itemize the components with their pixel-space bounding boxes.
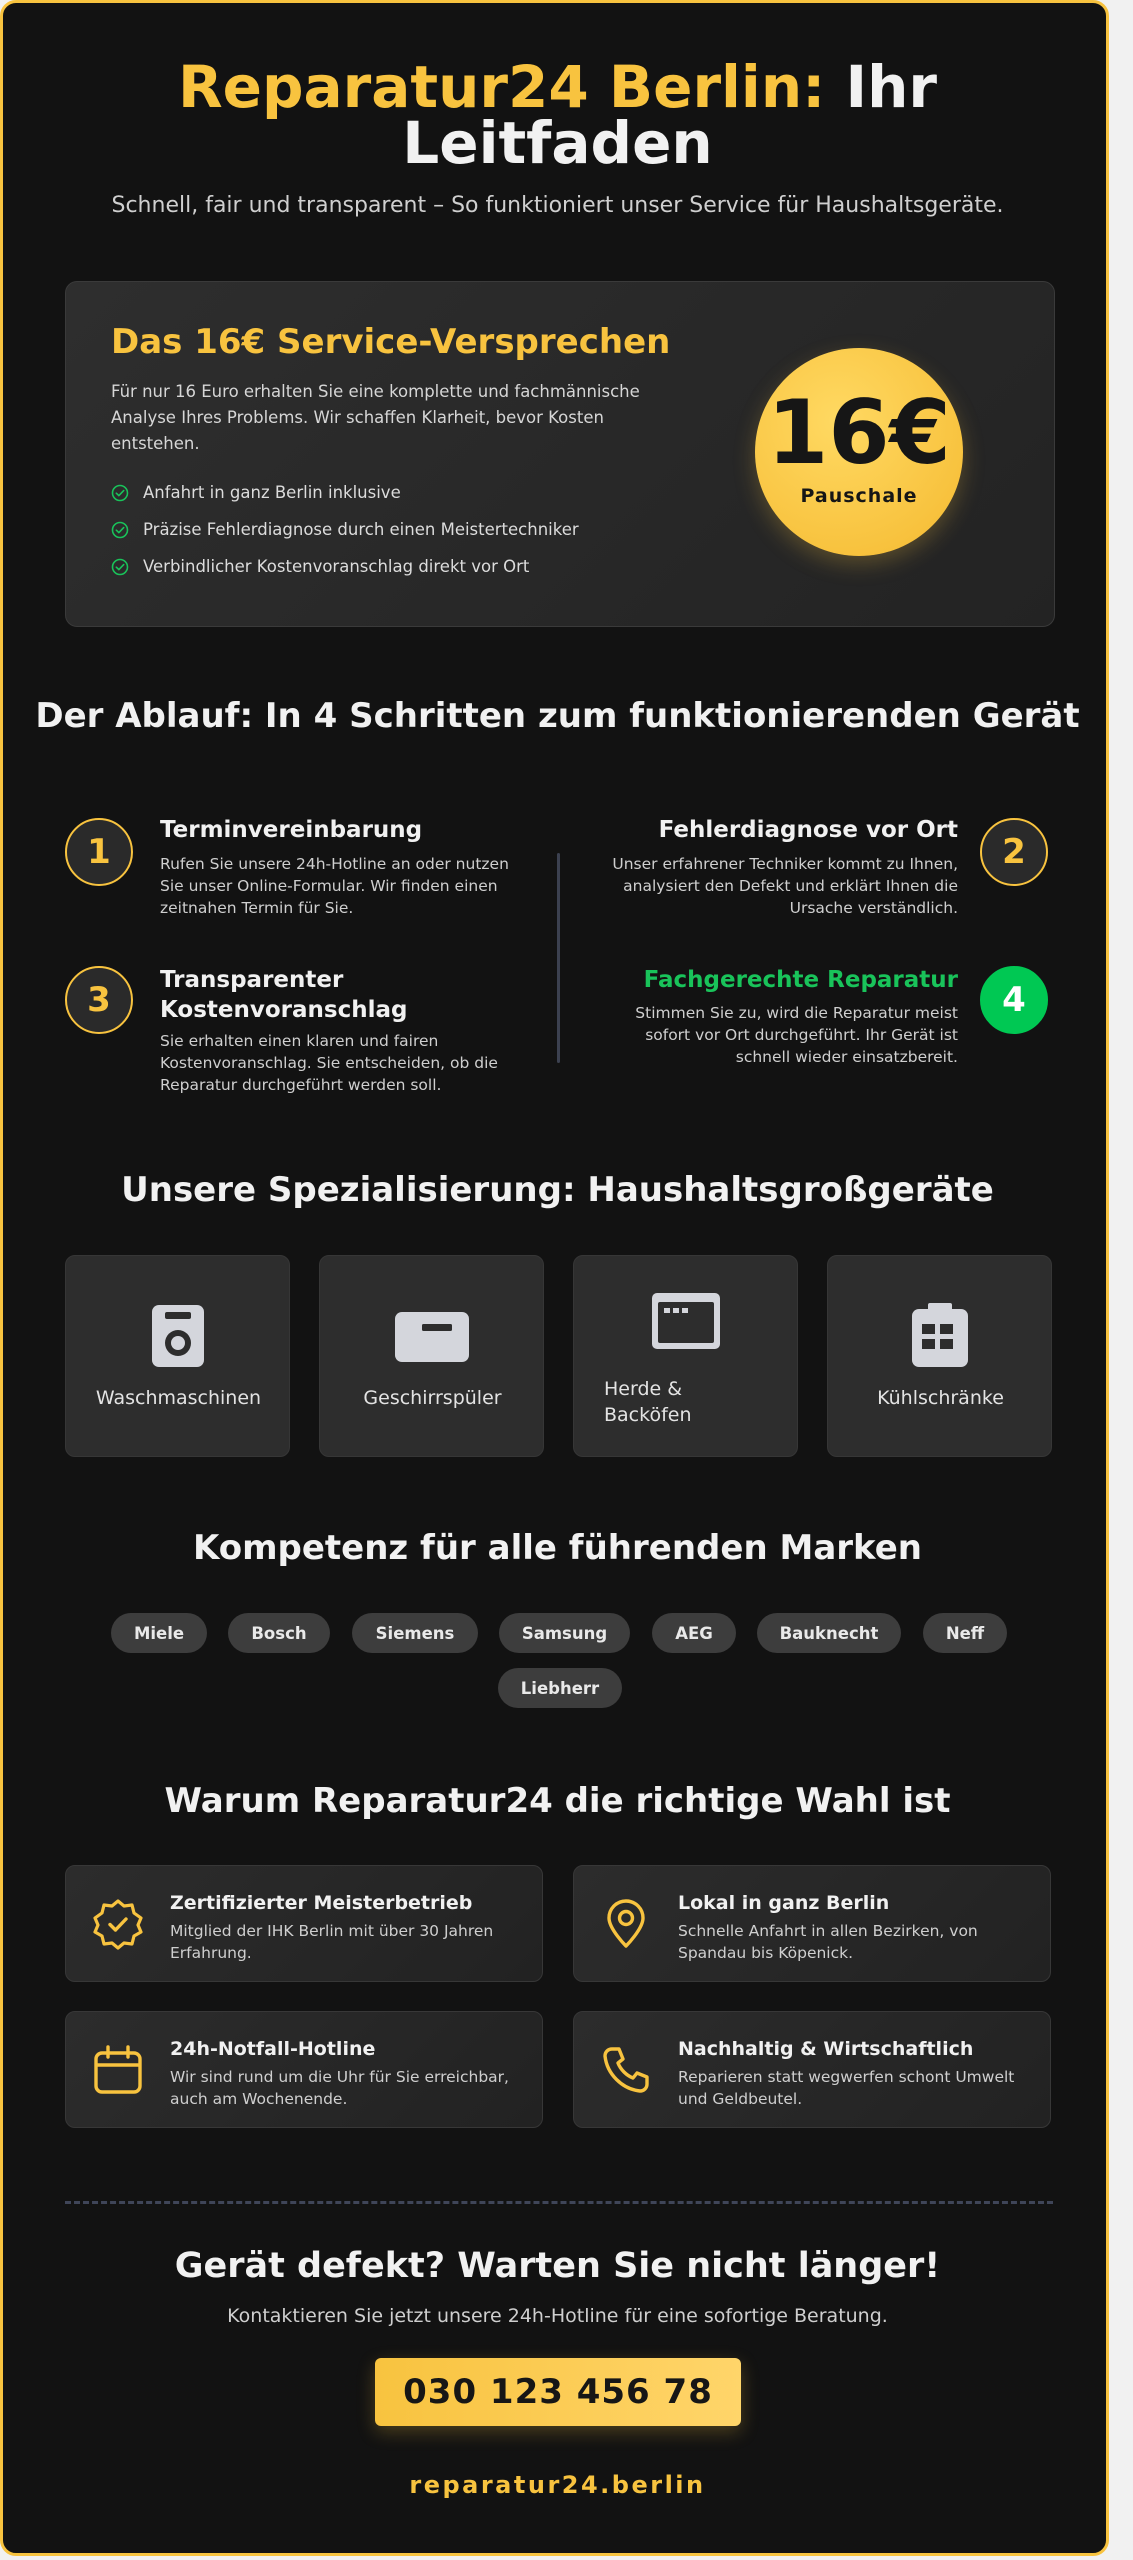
calendar-icon xyxy=(92,2044,144,2096)
why-card-title: Nachhaltig & Wirtschaftlich xyxy=(678,2038,974,2060)
promise-item xyxy=(111,557,529,576)
page-subtitle: Schnell, fair und transparent – So funktioniert unser Service für Haushaltsgeräte. xyxy=(111,193,1004,218)
why-card-hotline xyxy=(65,2011,543,2128)
cta-subtitle: Kontaktieren Sie jetzt unsere 24h-Hotline für eine sofortige Beratung. xyxy=(227,2305,888,2327)
steps-title: Der Ablauf: In 4 Schritten zum funktionierenden Gerät xyxy=(35,696,1080,736)
check-circle-icon xyxy=(111,521,129,539)
why-card-text: Reparieren statt wegwerfen schont Umwelt und Geldbeutel. xyxy=(678,2068,1015,2108)
certified-badge-icon xyxy=(92,1898,144,1950)
section-divider xyxy=(65,2201,1053,2204)
step-number-2: 2 xyxy=(980,818,1048,886)
why-card-certified xyxy=(65,1865,543,1982)
promise-item-label: Verbindlicher Kostenvoranschlag direkt vor Ort xyxy=(143,557,530,576)
promise-item-label: Anfahrt in ganz Berlin inklusive xyxy=(143,483,401,502)
title-rest: Ihr xyxy=(845,53,937,121)
title-line2: Leitfaden xyxy=(402,109,713,177)
location-pin-icon xyxy=(600,1898,652,1950)
step-text-3: Sie erhalten einen klaren und fairen Kostenvoranschlag. Sie entscheiden, ob die Reparatur durchgeführt werden soll. xyxy=(160,1032,498,1094)
step-title-4: Fachgerechte Reparatur xyxy=(643,967,958,993)
price-badge-value: 16€ xyxy=(767,381,951,484)
appliance-label: Geschirrspüler xyxy=(363,1387,502,1409)
washing-machine-icon xyxy=(151,1304,205,1368)
step-title-3: Transparenter Kostenvoranschlag xyxy=(160,967,408,1023)
step-title-2: Fehlerdiagnose vor Ort xyxy=(658,817,958,843)
cta-title: Gerät defekt? Warten Sie nicht länger! xyxy=(174,2246,941,2286)
appliance-label: Kühlschränke xyxy=(877,1387,1004,1409)
brand-pill[interactable]: AEG xyxy=(652,1613,736,1653)
footer-website-link[interactable]: reparatur24.berlin xyxy=(409,2471,706,2499)
appliance-tile-dishwasher[interactable] xyxy=(319,1255,544,1457)
appliance-tile-oven[interactable] xyxy=(573,1255,798,1457)
appliance-tile-washing[interactable] xyxy=(65,1255,290,1457)
brand-pill[interactable]: Neff xyxy=(923,1613,1007,1653)
steps-divider xyxy=(557,853,560,1063)
step-number-4: 4 xyxy=(980,966,1048,1034)
why-card-text: Wir sind rund um die Uhr für Sie erreichbar, auch am Wochenende. xyxy=(170,2068,509,2108)
oven-icon xyxy=(651,1292,721,1350)
title-accent: Reparatur24 Berlin: xyxy=(177,53,826,121)
brand-pill[interactable]: Siemens xyxy=(352,1613,478,1653)
price-badge xyxy=(755,348,963,556)
why-card-title: Zertifizierter Meisterbetrieb xyxy=(170,1892,473,1914)
brand-pill[interactable]: Bauknecht xyxy=(757,1613,901,1653)
step-text-4: Stimmen Sie zu, wird die Reparatur meist sofort vor Ort durchgeführt. Ihr Gerät ist schnell wieder einsatzbereit. xyxy=(635,1004,958,1066)
promise-item-label: Präzise Fehlerdiagnose durch einen Meistertechniker xyxy=(143,520,579,539)
brands-title: Kompetenz für alle führenden Marken xyxy=(192,1528,922,1568)
step-number-1: 1 xyxy=(65,818,133,886)
brand-pill[interactable]: Liebherr xyxy=(498,1668,622,1708)
appliance-label: Herde & Backöfen xyxy=(604,1378,692,1426)
appliance-tile-fridge[interactable] xyxy=(827,1255,1052,1457)
brand-pill[interactable]: Bosch xyxy=(228,1613,330,1653)
why-card-title: Lokal in ganz Berlin xyxy=(678,1892,890,1914)
promise-title: Das 16€ Service-Versprechen xyxy=(111,322,671,362)
dishwasher-icon xyxy=(394,1311,470,1363)
promise-text: Für nur 16 Euro erhalten Sie eine komplette und fachmännische Analyse Ihres Problems. Wir schaffen Klarheit, bevor Kosten entstehen. xyxy=(111,382,640,453)
promise-card xyxy=(65,281,1055,627)
check-circle-icon xyxy=(111,558,129,576)
brand-pill[interactable]: Samsung xyxy=(499,1613,630,1653)
phone-icon xyxy=(600,2044,652,2096)
why-card-sustainable xyxy=(573,2011,1051,2128)
why-card-local xyxy=(573,1865,1051,1982)
page-title xyxy=(3,53,1112,177)
price-badge-label: Pauschale xyxy=(800,485,918,507)
hotline-call-button[interactable]: 030 123 456 78 xyxy=(375,2358,741,2426)
why-card-title: 24h-Notfall-Hotline xyxy=(170,2038,376,2060)
step-title-1: Terminvereinbarung xyxy=(160,817,423,843)
check-circle-icon xyxy=(111,484,129,502)
why-card-text: Schnelle Anfahrt in allen Bezirken, von Spandau bis Köpenick. xyxy=(678,1922,978,1962)
fridge-icon xyxy=(911,1302,969,1368)
appliance-label: Waschmaschinen xyxy=(95,1387,262,1409)
why-card-text: Mitglied der IHK Berlin mit über 30 Jahren Erfahrung. xyxy=(170,1922,494,1962)
appliances-title: Unsere Spezialisierung: Haushaltsgroßgeräte xyxy=(121,1170,994,1210)
brand-pill[interactable]: Miele xyxy=(111,1613,207,1653)
step-text-1: Rufen Sie unsere 24h-Hotline an oder nutzen Sie unser Online-Formular. Wir finden einen zeitnahen Termin für Sie. xyxy=(160,855,509,917)
step-number-3: 3 xyxy=(65,966,133,1034)
promise-item xyxy=(111,483,401,502)
step-text-2: Unser erfahrener Techniker kommt zu Ihnen, analysiert den Defekt und erklärt Ihnen die Ursache verständlich. xyxy=(612,855,958,917)
promise-item xyxy=(111,520,579,539)
why-title: Warum Reparatur24 die richtige Wahl ist xyxy=(164,1781,951,1821)
